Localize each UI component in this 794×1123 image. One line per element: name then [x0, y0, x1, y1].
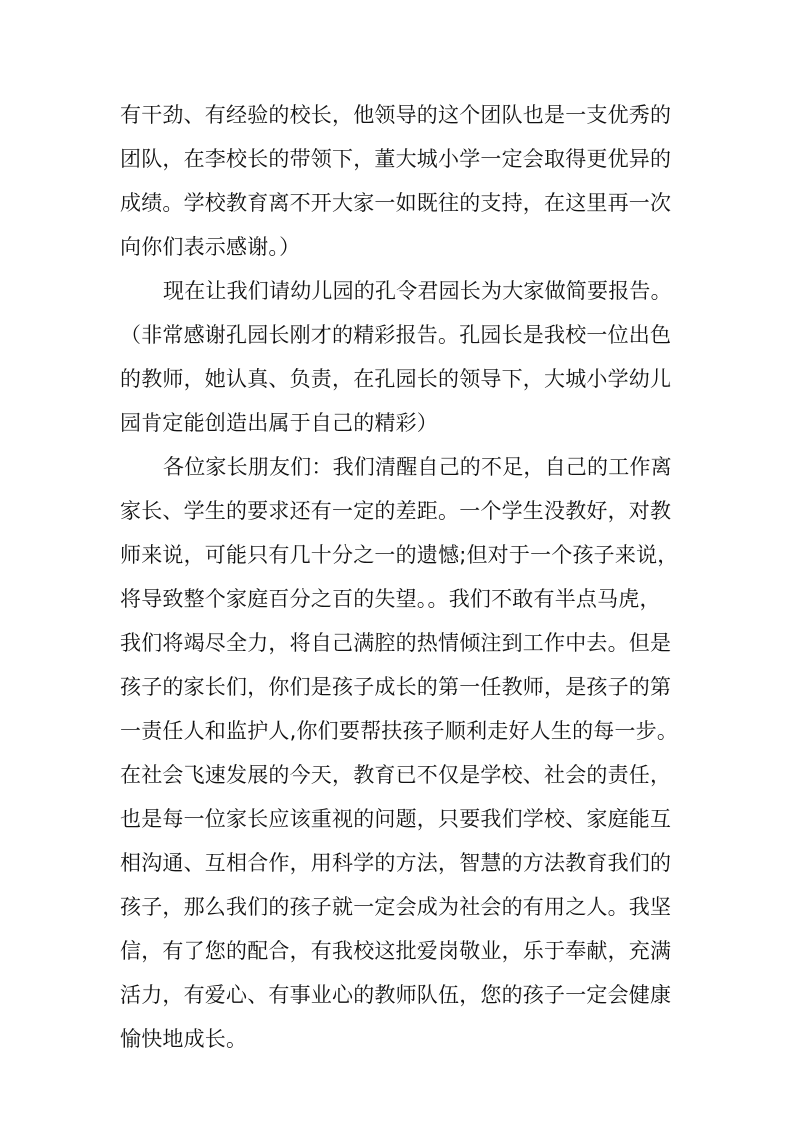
text-line: 团队，在李校长的带领下，董大城小学一定会取得更优异的	[120, 147, 672, 171]
text-line: 也是每一位家长应该重视的问题，只要我们学校、家庭能互	[120, 807, 672, 831]
text-line: 师来说，可能只有几十分之一的遗憾;但对于一个孩子来说，	[120, 543, 679, 567]
paragraph-first-line: 现在让我们请幼儿园的孔令君园长为大家做简要报告。	[163, 279, 672, 303]
text-line: 在社会飞速发展的今天，教育已不仅是学校、社会的责任，	[120, 763, 672, 787]
text-line: 有干劲、有经验的校长，他领导的这个团队也是一支优秀的	[120, 103, 672, 127]
text-line: 一责任人和监护人,你们要帮扶孩子顺利走好人生的每一步。	[120, 719, 679, 743]
text-line: 相沟通、互相合作，用科学的方法，智慧的方法教育我们的	[120, 851, 672, 875]
text-line: 的教师，她认真、负责，在孔园长的领导下，大城小学幼儿	[120, 367, 672, 391]
paragraph-first-line: 各位家长朋友们：我们清醒自己的不足，自己的工作离	[163, 455, 672, 479]
text-line: 成绩。学校教育离不开大家一如既往的支持，在这里再一次	[120, 191, 672, 215]
text-line: 将导致整个家庭百分之百的失望。。我们不敢有半点马虎，	[120, 587, 661, 611]
text-line: 孩子，那么我们的孩子就一定会成为社会的有用之人。我坚	[120, 895, 672, 919]
text-line: 家长、学生的要求还有一定的差距。一个学生没教好，对教	[120, 499, 672, 523]
text-line: 向你们表示感谢。）	[120, 235, 301, 259]
text-line: 园肯定能创造出属于自己的精彩）	[120, 411, 438, 435]
text-line: 信，有了您的配合，有我校这批爱岗敬业，乐于奉献，充满	[120, 939, 672, 963]
text-line: （非常感谢孔园长刚才的精彩报告。孔园长是我校一位出色	[120, 323, 672, 347]
text-line: 愉快地成长。	[120, 1027, 248, 1051]
text-line: 我们将竭尽全力，将自己满腔的热情倾注到工作中去。但是	[120, 631, 672, 655]
text-line: 孩子的家长们，你们是孩子成长的第一任教师，是孩子的第	[120, 675, 672, 699]
text-line: 活力，有爱心、有事业心的教师队伍，您的孩子一定会健康	[120, 983, 672, 1007]
